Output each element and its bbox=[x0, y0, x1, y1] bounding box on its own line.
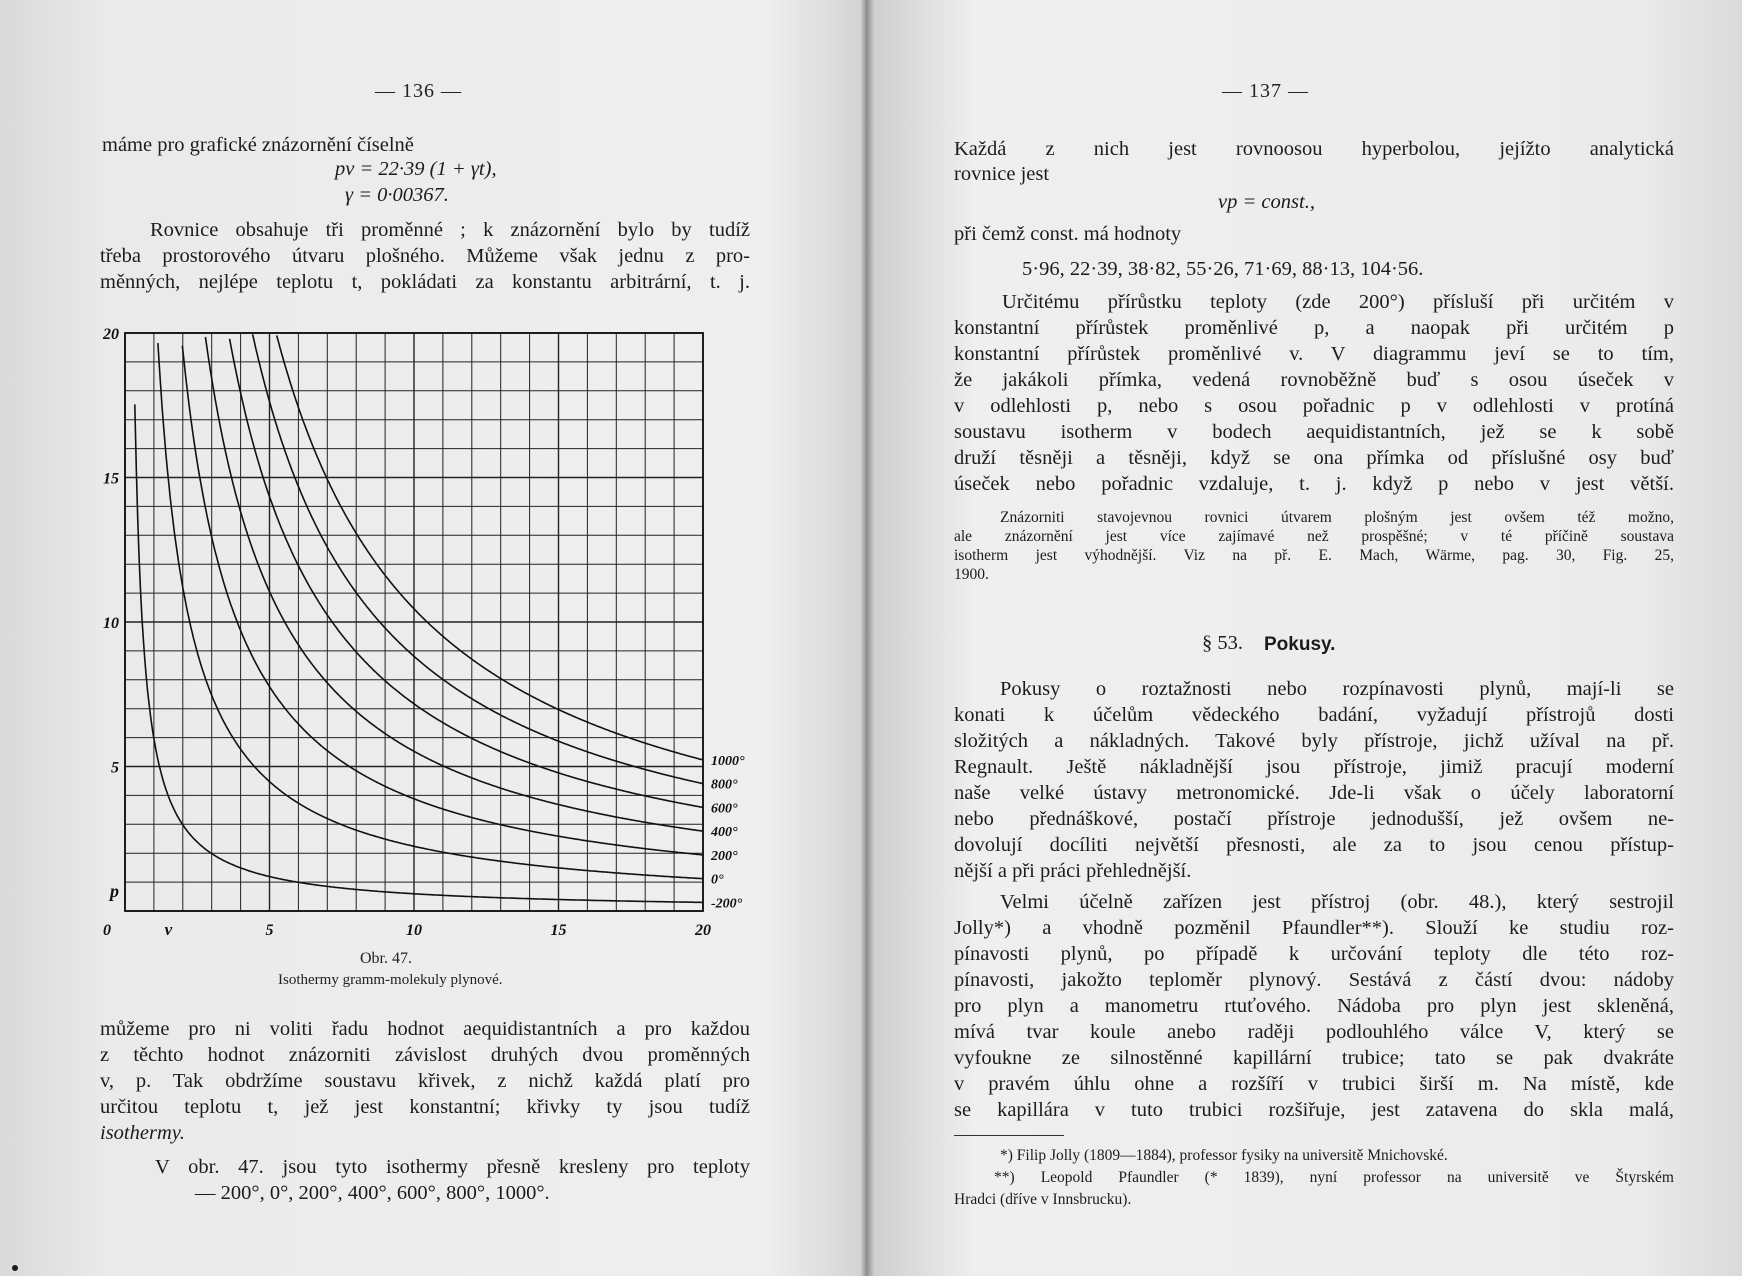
footnote-2-line2: Hradci (dříve v Innsbrucku). bbox=[954, 1191, 1132, 1208]
values-intro: při čemž const. má hodnoty bbox=[954, 223, 1182, 245]
isotherm-curve bbox=[135, 404, 703, 902]
para1-line1: Rovnice obsahuje tři proměnné ; k znázornění bylo by tudíž bbox=[150, 219, 750, 241]
para1-line3: měnných, nejlépe teplotu t, pokládati za konstantu arbitrární, t. j. bbox=[100, 271, 750, 293]
values-list: 5·96, 22·39, 38·82, 55·26, 71·69, 88·13, 104·56. bbox=[1022, 258, 1424, 280]
figure-number: Obr. 47. bbox=[360, 950, 412, 967]
r-para4-line4: pínavosti, jakožto teploměr plynový. Sestává z částí dvou: nádoby bbox=[954, 969, 1674, 991]
r-para3-line3: složitých a nákladných. Takové byly přístroje, jichž užíval na př. bbox=[954, 730, 1674, 752]
r-para4-line1: Velmi účelně zařízen jest přístroj (obr. 48.), který sestrojil bbox=[1000, 891, 1674, 913]
x-tick-label: 5 bbox=[265, 922, 274, 939]
r-para1-line2: rovnice jest bbox=[954, 163, 1050, 185]
note-line3: isotherm jest výhodnější. Viz na př. E. Mach, Wärme, pag. 30, Fig. 25, bbox=[954, 547, 1674, 564]
r-para2-line8: úseček nebo pořadnic vzdaluje, t. j. když p nebo v jest větší. bbox=[954, 473, 1674, 495]
r-para2-line5: v odlehlosti p, nebo s osou pořadnic p v odlehlosti v protíná bbox=[954, 395, 1674, 417]
r-para4-line6: mívá tvar koule anebo raději podlouhlého válce V, který se bbox=[954, 1021, 1674, 1043]
right-page bbox=[872, 0, 1742, 1276]
r-para2-line1: Určitému přírůstku teploty (zde 200°) přísluší při určitém v bbox=[1002, 291, 1674, 313]
isotherm-label: 400° bbox=[711, 825, 738, 841]
r-para3-line6: nebo přednáškové, postačí přístroje jednodušší, jež ovšem ne- bbox=[954, 808, 1674, 830]
r-para4-line5: pro plyn a manometru rtuťového. Nádoba pro plyn jest skleněná, bbox=[954, 995, 1674, 1017]
y-axis-label: p bbox=[110, 880, 119, 901]
para3-line2: — 200°, 0°, 200°, 400°, 600°, 800°, 1000°. bbox=[195, 1182, 550, 1204]
page-number-right: — 137 — bbox=[1222, 80, 1309, 102]
r-para2-line4: že jakákoli přímka, vedená rovnoběžně buď s osou úseček v bbox=[954, 369, 1674, 391]
y-tick-label: 5 bbox=[111, 759, 119, 777]
para3-line1: V obr. 47. jsou tyto isothermy přesně kresleny pro teploty bbox=[155, 1156, 750, 1178]
footnote-rule bbox=[954, 1135, 1064, 1136]
y-tick-label: 20 bbox=[103, 326, 119, 343]
y-tick-label: 15 bbox=[103, 470, 119, 488]
intro-line: máme pro grafické znázornění číselně bbox=[102, 134, 414, 156]
r-para3-line5: naše velké ústavy metronomické. Jde-li však o účely laboratorní bbox=[954, 782, 1674, 804]
footnote-1: *) Filip Jolly (1809—1884), professor fysiky na universitě Mnichovské. bbox=[1000, 1147, 1448, 1164]
r-para3-line8: nější a při práci přehlednější. bbox=[954, 860, 1192, 882]
r-para2-line2: konstantní přírůstek proměnlivé p, a naopak při určitém p bbox=[954, 317, 1674, 339]
r-para1-line1: Každá z nich jest rovnoosou hyperbolou, jejížto analytická bbox=[954, 138, 1674, 160]
note-line4: 1900. bbox=[954, 566, 989, 583]
left-page bbox=[0, 0, 860, 1276]
x-tick-label: 0 bbox=[103, 922, 111, 939]
r-para3-line4: Regnault. Ještě nákladnější jsou přístroje, jimiž pracují moderní bbox=[954, 756, 1674, 778]
isotherm-curve bbox=[205, 337, 703, 831]
r-para4-line7: vyfoukne ze silnostěnné kapillární trubice; tato se pak dvakráte bbox=[954, 1047, 1674, 1069]
x-tick-label: 10 bbox=[406, 922, 422, 939]
isotherm-label: 600° bbox=[711, 801, 738, 817]
formula-2: γ = 0·00367. bbox=[345, 184, 449, 206]
r-para4-line9: se kapillára v tuto trubici rozšiřuje, jest zatavena do skla malá, bbox=[954, 1099, 1674, 1121]
r-para4-line3: pínavosti plynů, po případě k určování teploty dle této roz- bbox=[954, 943, 1674, 965]
section-title: Pokusy. bbox=[1264, 634, 1336, 655]
isotherm-label: -200° bbox=[711, 896, 743, 912]
para2-line4: určitou teplotu t, jež jest konstantní; křivky ty jsou tudíž bbox=[100, 1096, 750, 1118]
isotherm-label: 0° bbox=[711, 872, 724, 888]
note-line1: Znázorniti stavojevnou rovnici útvarem plošným jest ovšem též možno, bbox=[1000, 509, 1674, 526]
footnote-2-line1: **) Leopold Pfaundler (* 1839), nyní professor na universitě ve Štyrském bbox=[994, 1169, 1674, 1186]
page-mark bbox=[12, 1265, 18, 1271]
isotherm-label: 1000° bbox=[711, 753, 745, 769]
page-number-left: — 136 — bbox=[375, 80, 462, 102]
para2-line1: můžeme pro ni voliti řadu hodnot aequidistantních a pro každou bbox=[100, 1018, 750, 1040]
r-para2-line3: konstantní přírůstek proměnlivé v. V diagrammu jeví se to tím, bbox=[954, 343, 1674, 365]
r-para4-line8: v pravém úhlu ohne a rozšíří v trubici širší m. Na místě, kde bbox=[954, 1073, 1674, 1095]
para2-line2: z těchto hodnot znázorniti závislost druhých dvou proměnných bbox=[100, 1044, 750, 1066]
note-line2: ale znázornění jest více zajímavé než prospěšné; v té příčině soustava bbox=[954, 528, 1674, 545]
x-axis-label: v bbox=[164, 920, 173, 939]
r-para2-line6: soustavu isotherm v bodech aequidistantních, jež se k sobě bbox=[954, 421, 1674, 443]
r-para3-line7: dovolují docíliti největší přesnosti, ale za to jsou cenou přístup- bbox=[954, 834, 1674, 856]
isotherm-curve bbox=[158, 343, 703, 879]
para2-line5: isothermy. bbox=[100, 1122, 185, 1144]
r-para3-line2: konati k účelům vědeckého badání, vyžadují přístrojů dosti bbox=[954, 704, 1674, 726]
formula-1: pv = 22·39 (1 + γt), bbox=[335, 158, 497, 180]
y-tick-label: 10 bbox=[103, 615, 119, 632]
para1-line2: třeba prostorového útvaru plošného. Můžeme však jednu z pro- bbox=[100, 245, 750, 267]
r-para4-line2: Jolly*) a vhodně pozměnil Pfaundler**). Slouží ke studiu roz- bbox=[954, 917, 1674, 939]
isotherm-label: 800° bbox=[711, 777, 738, 793]
section-number: § 53. bbox=[1202, 632, 1243, 654]
r-para2-line7: druží těsněji a těsněji, když se ona přímka od příslušné osy buď bbox=[954, 447, 1674, 469]
isotherm-curve bbox=[253, 334, 703, 783]
r-para3-line1: Pokusy o roztažnosti nebo rozpínavosti plynů, mají-li se bbox=[1000, 678, 1674, 700]
equation: vp = const., bbox=[1218, 191, 1315, 213]
x-tick-label: 15 bbox=[550, 922, 567, 939]
x-tick-label: 20 bbox=[695, 922, 711, 939]
isotherm-label: 200° bbox=[711, 848, 738, 864]
figure-title: Isothermy gramm-molekuly plynové. bbox=[278, 972, 503, 988]
para2-line3: v, p. Tak obdržíme soustavu křivek, z nichž každá platí pro bbox=[100, 1070, 750, 1092]
isotherm-chart bbox=[95, 318, 775, 958]
